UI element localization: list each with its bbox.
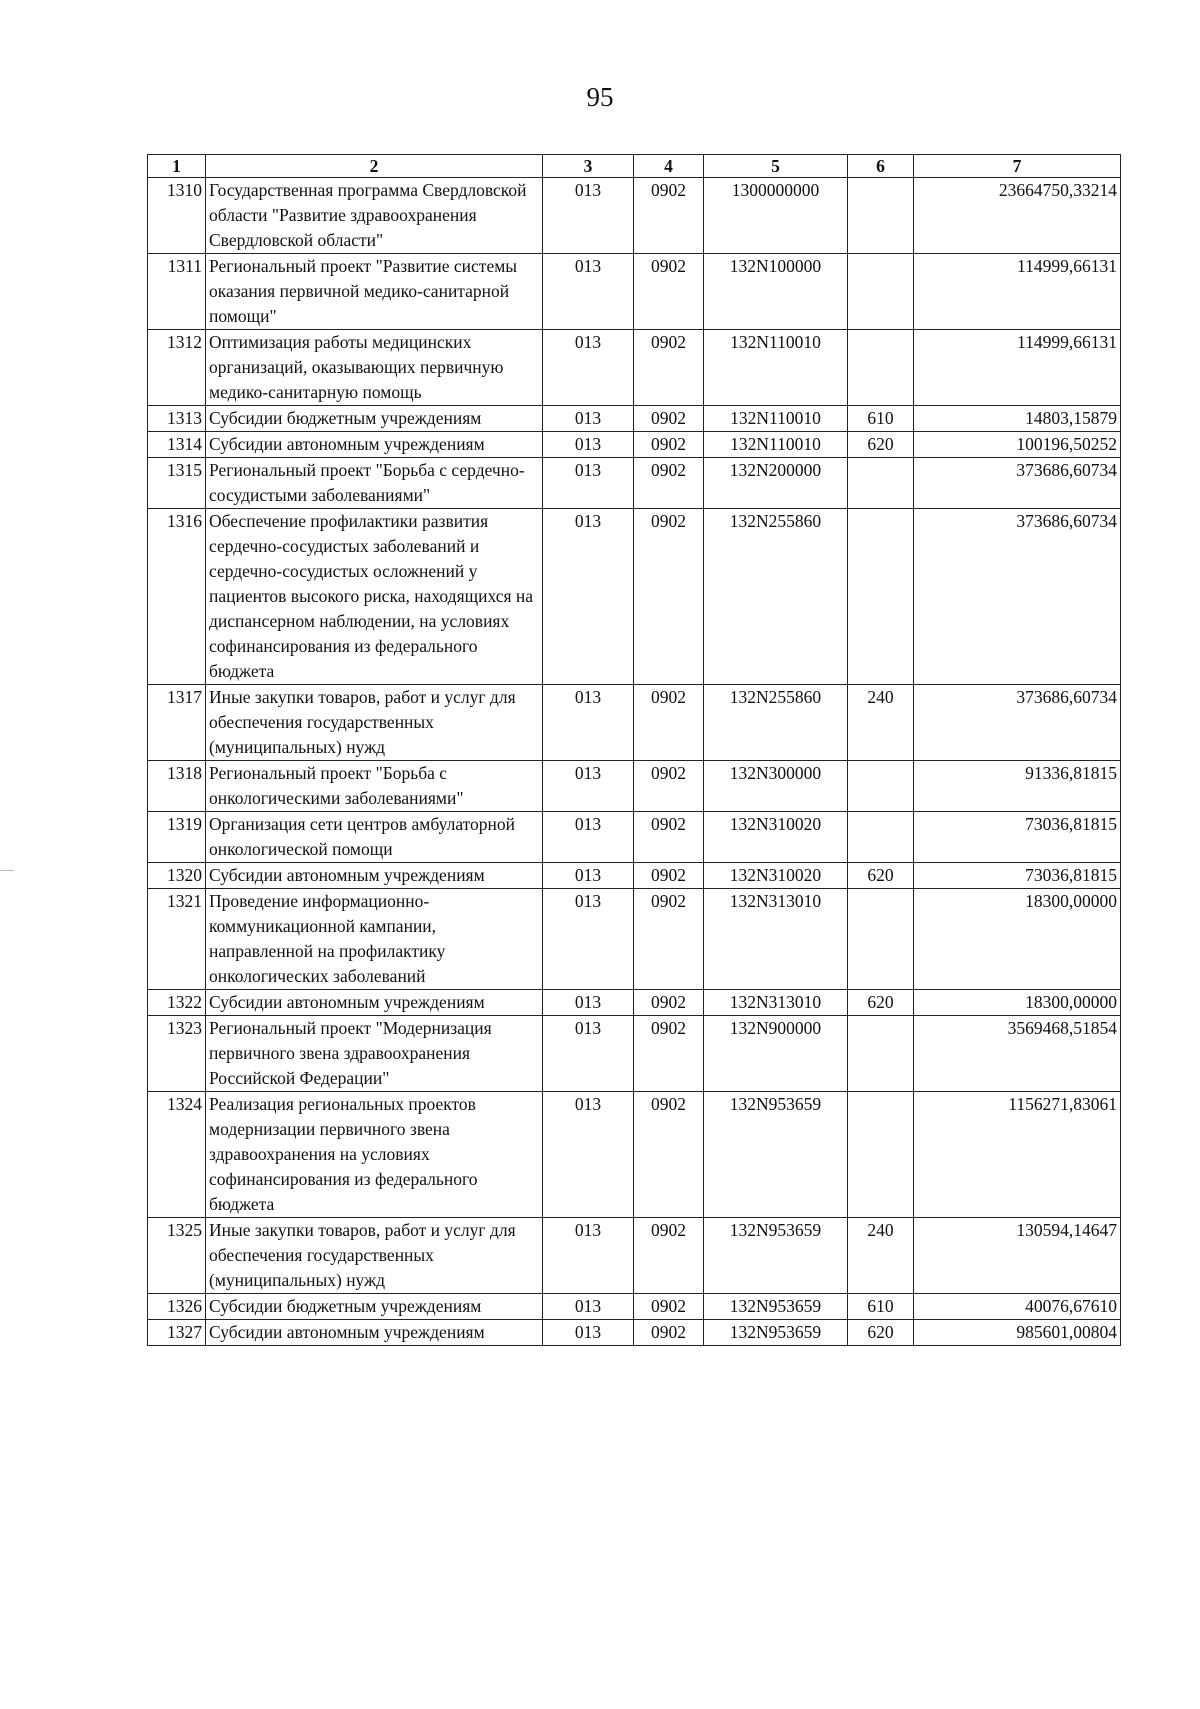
table-row xyxy=(148,330,1121,406)
row-col-5: 132N255860 xyxy=(704,509,848,685)
row-number: 1325 xyxy=(148,1218,206,1294)
row-amount: 373686,60734 xyxy=(914,685,1121,761)
header-col-6: 6 xyxy=(848,155,914,178)
row-col-4: 0902 xyxy=(634,1092,704,1218)
budget-table xyxy=(147,154,1121,1346)
header-col-1: 1 xyxy=(148,155,206,178)
row-name: Субсидии автономным учреждениям xyxy=(206,1320,543,1346)
row-col-6: 610 xyxy=(848,406,914,432)
row-amount: 18300,00000 xyxy=(914,889,1121,990)
row-col-5: 132N300000 xyxy=(704,761,848,812)
row-amount: 40076,67610 xyxy=(914,1294,1121,1320)
row-name: Субсидии бюджетным учреждениям xyxy=(206,406,543,432)
row-col-4: 0902 xyxy=(634,254,704,330)
row-col-5: 1300000000 xyxy=(704,178,848,254)
row-col-4: 0902 xyxy=(634,432,704,458)
row-col-6: 240 xyxy=(848,685,914,761)
row-col-3: 013 xyxy=(543,406,634,432)
row-amount: 91336,81815 xyxy=(914,761,1121,812)
row-number: 1323 xyxy=(148,1016,206,1092)
row-col-5: 132N100000 xyxy=(704,254,848,330)
row-amount: 114999,66131 xyxy=(914,254,1121,330)
row-name: Субсидии автономным учреждениям xyxy=(206,863,543,889)
row-amount: 100196,50252 xyxy=(914,432,1121,458)
margin-mark xyxy=(0,870,14,871)
row-name: Обеспечение профилактики развития сердечно-сосудистых заболеваний и сердечно-сосудистых осложнений у пациентов высокого риска, находящихся на диспансерном наблюдении, на условиях софинансирования из федерального бюджета xyxy=(206,509,543,685)
header-col-7: 7 xyxy=(914,155,1121,178)
row-col-3: 013 xyxy=(543,761,634,812)
row-col-3: 013 xyxy=(543,1320,634,1346)
row-col-4: 0902 xyxy=(634,1320,704,1346)
table-row xyxy=(148,178,1121,254)
row-col-6 xyxy=(848,458,914,509)
row-col-6 xyxy=(848,812,914,863)
table-row xyxy=(148,990,1121,1016)
row-col-3: 013 xyxy=(543,812,634,863)
row-col-5: 132N953659 xyxy=(704,1294,848,1320)
row-col-6 xyxy=(848,761,914,812)
row-col-5: 132N255860 xyxy=(704,685,848,761)
header-col-2: 2 xyxy=(206,155,543,178)
row-number: 1312 xyxy=(148,330,206,406)
row-amount: 73036,81815 xyxy=(914,863,1121,889)
table-row xyxy=(148,812,1121,863)
row-col-5: 132N310020 xyxy=(704,863,848,889)
table-row xyxy=(148,458,1121,509)
header-row xyxy=(148,155,1121,178)
row-col-6 xyxy=(848,1016,914,1092)
row-col-4: 0902 xyxy=(634,863,704,889)
table-row xyxy=(148,509,1121,685)
row-number: 1321 xyxy=(148,889,206,990)
row-number: 1322 xyxy=(148,990,206,1016)
row-col-5: 132N900000 xyxy=(704,1016,848,1092)
row-col-3: 013 xyxy=(543,330,634,406)
row-amount: 1156271,83061 xyxy=(914,1092,1121,1218)
header-col-5: 5 xyxy=(704,155,848,178)
row-col-4: 0902 xyxy=(634,685,704,761)
row-col-4: 0902 xyxy=(634,330,704,406)
row-col-5: 132N110010 xyxy=(704,406,848,432)
row-col-6: 240 xyxy=(848,1218,914,1294)
row-number: 1319 xyxy=(148,812,206,863)
row-col-4: 0902 xyxy=(634,889,704,990)
row-col-4: 0902 xyxy=(634,178,704,254)
row-col-3: 013 xyxy=(543,458,634,509)
row-col-6: 620 xyxy=(848,432,914,458)
row-col-4: 0902 xyxy=(634,1294,704,1320)
row-amount: 985601,00804 xyxy=(914,1320,1121,1346)
row-col-4: 0902 xyxy=(634,812,704,863)
table-row xyxy=(148,863,1121,889)
header-col-3: 3 xyxy=(543,155,634,178)
row-name: Оптимизация работы медицинских организаций, оказывающих первичную медико-санитарную помощь xyxy=(206,330,543,406)
row-col-6 xyxy=(848,330,914,406)
table-row xyxy=(148,1320,1121,1346)
table-row xyxy=(148,1294,1121,1320)
row-amount: 73036,81815 xyxy=(914,812,1121,863)
row-number: 1326 xyxy=(148,1294,206,1320)
row-col-3: 013 xyxy=(543,863,634,889)
row-col-4: 0902 xyxy=(634,990,704,1016)
row-name: Субсидии бюджетным учреждениям xyxy=(206,1294,543,1320)
row-col-6 xyxy=(848,1092,914,1218)
row-col-4: 0902 xyxy=(634,406,704,432)
table-row xyxy=(148,1092,1121,1218)
row-name: Региональный проект "Борьба с онкологическими заболеваниями" xyxy=(206,761,543,812)
table-row xyxy=(148,889,1121,990)
row-col-5: 132N200000 xyxy=(704,458,848,509)
row-amount: 373686,60734 xyxy=(914,509,1121,685)
row-col-5: 132N313010 xyxy=(704,990,848,1016)
row-col-3: 013 xyxy=(543,178,634,254)
row-number: 1317 xyxy=(148,685,206,761)
row-col-3: 013 xyxy=(543,1294,634,1320)
row-col-5: 132N953659 xyxy=(704,1320,848,1346)
row-amount: 114999,66131 xyxy=(914,330,1121,406)
row-amount: 3569468,51854 xyxy=(914,1016,1121,1092)
row-number: 1316 xyxy=(148,509,206,685)
row-col-4: 0902 xyxy=(634,1218,704,1294)
row-number: 1313 xyxy=(148,406,206,432)
row-col-4: 0902 xyxy=(634,509,704,685)
table-row xyxy=(148,432,1121,458)
row-col-5: 132N953659 xyxy=(704,1092,848,1218)
table-row xyxy=(148,1218,1121,1294)
row-col-3: 013 xyxy=(543,1016,634,1092)
row-amount: 14803,15879 xyxy=(914,406,1121,432)
page-number: 95 xyxy=(586,82,614,112)
row-col-5: 132N110010 xyxy=(704,432,848,458)
row-col-6: 620 xyxy=(848,863,914,889)
row-name: Субсидии автономным учреждениям xyxy=(206,990,543,1016)
row-col-5: 132N953659 xyxy=(704,1218,848,1294)
table-row xyxy=(148,406,1121,432)
row-col-6 xyxy=(848,509,914,685)
row-amount: 373686,60734 xyxy=(914,458,1121,509)
row-name: Организация сети центров амбулаторной онкологической помощи xyxy=(206,812,543,863)
row-number: 1320 xyxy=(148,863,206,889)
row-number: 1318 xyxy=(148,761,206,812)
row-amount: 18300,00000 xyxy=(914,990,1121,1016)
row-col-6: 620 xyxy=(848,1320,914,1346)
row-col-6: 610 xyxy=(848,1294,914,1320)
row-col-3: 013 xyxy=(543,1092,634,1218)
row-number: 1324 xyxy=(148,1092,206,1218)
row-name: Иные закупки товаров, работ и услуг для обеспечения государственных (муниципальных) нужд xyxy=(206,1218,543,1294)
table-body xyxy=(148,178,1121,1346)
row-name: Субсидии автономным учреждениям xyxy=(206,432,543,458)
row-number: 1310 xyxy=(148,178,206,254)
row-number: 1315 xyxy=(148,458,206,509)
row-amount: 130594,14647 xyxy=(914,1218,1121,1294)
row-col-3: 013 xyxy=(543,1218,634,1294)
row-name: Региональный проект "Модернизация первичного звена здравоохранения Российской Федерации" xyxy=(206,1016,543,1092)
row-col-6 xyxy=(848,889,914,990)
header-col-4: 4 xyxy=(634,155,704,178)
row-col-4: 0902 xyxy=(634,1016,704,1092)
row-amount: 23664750,33214 xyxy=(914,178,1121,254)
row-col-3: 013 xyxy=(543,685,634,761)
table-row xyxy=(148,254,1121,330)
table-row xyxy=(148,1016,1121,1092)
row-col-6: 620 xyxy=(848,990,914,1016)
row-name: Проведение информационно-коммуникационной кампании, направленной на профилактику онкологических заболеваний xyxy=(206,889,543,990)
row-col-4: 0902 xyxy=(634,761,704,812)
row-col-6 xyxy=(848,178,914,254)
row-name: Региональный проект "Развитие системы оказания первичной медико-санитарной помощи" xyxy=(206,254,543,330)
row-col-3: 013 xyxy=(543,509,634,685)
row-col-3: 013 xyxy=(543,990,634,1016)
table-row xyxy=(148,761,1121,812)
row-col-4: 0902 xyxy=(634,458,704,509)
table-row xyxy=(148,685,1121,761)
row-name: Региональный проект "Борьба с сердечно-сосудистыми заболеваниями" xyxy=(206,458,543,509)
row-col-3: 013 xyxy=(543,432,634,458)
row-name: Иные закупки товаров, работ и услуг для обеспечения государственных (муниципальных) нужд xyxy=(206,685,543,761)
row-col-5: 132N313010 xyxy=(704,889,848,990)
row-name: Реализация региональных проектов модернизации первичного звена здравоохранения на условиях софинансирования из федерального бюджета xyxy=(206,1092,543,1218)
row-col-5: 132N110010 xyxy=(704,330,848,406)
row-col-3: 013 xyxy=(543,254,634,330)
row-col-3: 013 xyxy=(543,889,634,990)
row-col-6 xyxy=(848,254,914,330)
row-number: 1327 xyxy=(148,1320,206,1346)
row-col-5: 132N310020 xyxy=(704,812,848,863)
row-number: 1314 xyxy=(148,432,206,458)
row-number: 1311 xyxy=(148,254,206,330)
row-name: Государственная программа Свердловской области "Развитие здравоохранения Свердловской области" xyxy=(206,178,543,254)
